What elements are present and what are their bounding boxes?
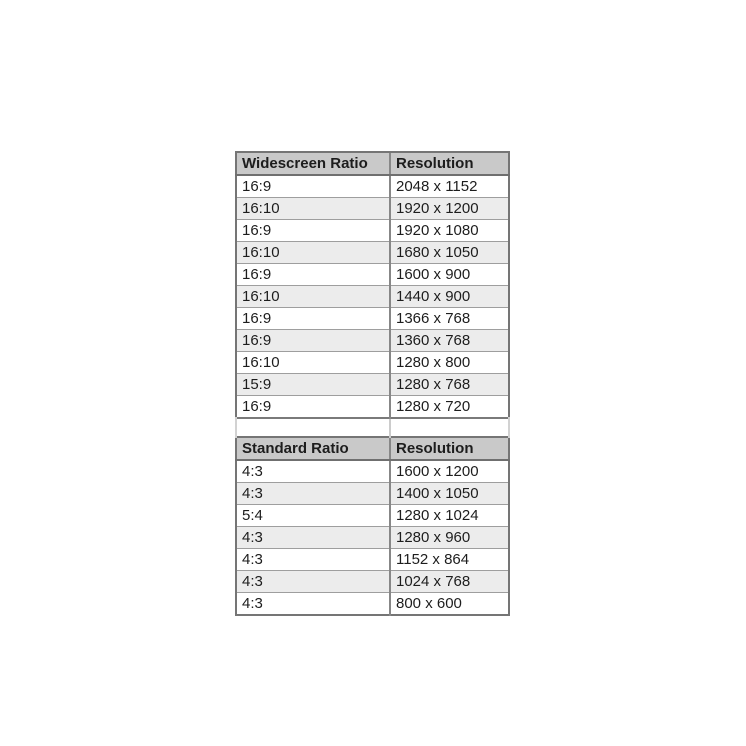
resolution-cell: 1280 x 1024 xyxy=(390,505,509,527)
ratio-cell: 4:3 xyxy=(236,571,390,593)
ratio-cell: 16:9 xyxy=(236,308,390,330)
ratio-cell: 16:9 xyxy=(236,330,390,352)
table-row xyxy=(236,396,509,419)
table-row xyxy=(236,352,509,374)
standard-section xyxy=(236,437,509,615)
spacer-row xyxy=(236,418,509,437)
ratio-cell: 16:10 xyxy=(236,198,390,220)
ratio-cell: 16:10 xyxy=(236,242,390,264)
resolution-cell: 2048 x 1152 xyxy=(390,175,509,198)
resolution-cell: 1280 x 768 xyxy=(390,374,509,396)
table-row xyxy=(236,374,509,396)
resolution-cell: 1280 x 960 xyxy=(390,527,509,549)
ratio-cell: 4:3 xyxy=(236,483,390,505)
standard-ratio-column-header: Standard Ratio xyxy=(236,437,390,460)
resolution-cell: 1600 x 1200 xyxy=(390,460,509,483)
resolution-cell: 1400 x 1050 xyxy=(390,483,509,505)
table-row xyxy=(236,571,509,593)
table-row xyxy=(236,286,509,308)
ratio-cell: 16:10 xyxy=(236,286,390,308)
resolution-cell: 1600 x 900 xyxy=(390,264,509,286)
table-row xyxy=(236,483,509,505)
table-row xyxy=(236,242,509,264)
widescreen-resolution-column-header: Resolution xyxy=(390,152,509,175)
table-row xyxy=(236,549,509,571)
resolution-cell: 1920 x 1200 xyxy=(390,198,509,220)
widescreen-header-row xyxy=(236,152,509,175)
resolution-cell: 1280 x 800 xyxy=(390,352,509,374)
resolution-cell: 800 x 600 xyxy=(390,593,509,616)
resolution-cell: 1920 x 1080 xyxy=(390,220,509,242)
resolution-cell: 1280 x 720 xyxy=(390,396,509,419)
table-row xyxy=(236,505,509,527)
resolution-cell: 1440 x 900 xyxy=(390,286,509,308)
widescreen-ratio-column-header: Widescreen Ratio xyxy=(236,152,390,175)
ratio-cell: 4:3 xyxy=(236,460,390,483)
resolution-cell: 1360 x 768 xyxy=(390,330,509,352)
resolution-cell: 1680 x 1050 xyxy=(390,242,509,264)
ratio-cell: 4:3 xyxy=(236,527,390,549)
table-row xyxy=(236,198,509,220)
ratio-cell: 15:9 xyxy=(236,374,390,396)
standard-resolution-column-header: Resolution xyxy=(390,437,509,460)
ratio-cell: 16:9 xyxy=(236,396,390,419)
widescreen-section xyxy=(236,152,509,418)
resolution-cell: 1366 x 768 xyxy=(390,308,509,330)
table-row xyxy=(236,593,509,616)
resolution-cell: 1024 x 768 xyxy=(390,571,509,593)
ratio-cell: 16:9 xyxy=(236,175,390,198)
ratio-cell: 16:9 xyxy=(236,264,390,286)
table-row xyxy=(236,527,509,549)
table-row xyxy=(236,175,509,198)
table-row xyxy=(236,220,509,242)
table-row xyxy=(236,460,509,483)
ratio-cell: 4:3 xyxy=(236,593,390,616)
ratio-cell: 4:3 xyxy=(236,549,390,571)
table-row xyxy=(236,264,509,286)
resolution-cell: 1152 x 864 xyxy=(390,549,509,571)
resolution-table xyxy=(235,151,510,616)
table-row xyxy=(236,330,509,352)
table-gap xyxy=(236,418,509,437)
standard-header-row xyxy=(236,437,509,460)
ratio-cell: 16:10 xyxy=(236,352,390,374)
table-row xyxy=(236,308,509,330)
ratio-cell: 16:9 xyxy=(236,220,390,242)
ratio-cell: 5:4 xyxy=(236,505,390,527)
